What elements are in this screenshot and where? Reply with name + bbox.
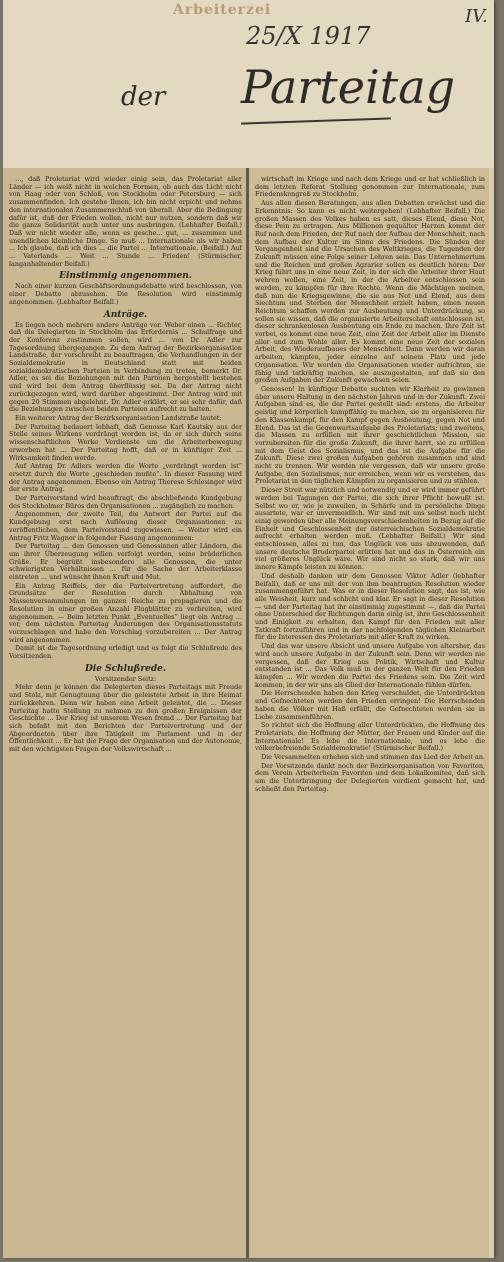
paragraph: Auf Antrag Dr. Adlers werden die Worte „verdrängt worden ist“ ersetzt durch die Worte „geschieden mußte“. In dieser Fassung wird der Antrag angenommen. Ebenso ein Antrag Therese Schlesinger wird der erste Antrag.	[9, 462, 242, 494]
title-underline	[241, 117, 391, 124]
paragraph: Und deshalb danken wir dem Genossen Viktor Adler (lebhafter Beifall), daß er uns mit der von ihm beantragten Resolution wieder zusammengeführt hat. Was er in dieser Resolution sagt, das ist, wie alle Weisheit, kurz und schlicht und klar. Er sagt in dieser Resolution — und der Parteitag hat ihr einstimmig zugestimmt —, daß die Partei ohne Unterschied der Richtungen darin einig ist, ihre Geschlossenheit und Einigkeit zu erhalten, den Kampf für den Frieden mit aller Tatkraft fortzuführen und in der nachfolgenden täglichen Kleinarbeit für die Interessen des Proletariats mit aller Kraft zu wirken.	[255, 571, 485, 642]
archive-header	[3, 0, 494, 168]
paragraph: Mehr denn je können die Delegierten dieses Parteitags mit Freude und Stolz, mit Genugtuung über die geleistete Arbeit in ihre Heimat zurückkehren. Denn wir haben eine Arbeit geleistet, die ... Dieser Parteitag hatte Stellung zu nehmen zu den großen Ereignissen der Geschichte ... Der Krieg ist unserem Wesen fremd ... Der Parteitag hat sich befaßt mit den Berichten der Parteivertretung und der Abgeordneten über ihre Tätigkeit im Parlament und in der Öffentlichkeit ... Er hat die Frage der Organisation und der Autonomie, mit den wichtigsten Fragen der Volkswirtschaft ...	[9, 683, 242, 754]
clipping-sheet	[3, 0, 494, 1258]
handwritten-title: Parteitag	[241, 60, 456, 114]
paragraph: Der Parteitag bedauert lebhaft, daß Genosse Karl Kautsky aus der Stelle seines Wirkens verdrängt worden ist, da er sich durch seine wissenschaftlichen Werke Verdienste um die Arbeiterbewegung erworben hat ... Der Parteitag hofft, daß er in künftiger Zeit ... Wirksamkeit finden werde.	[9, 422, 242, 462]
section-heading: Die Schlußrede.	[84, 663, 167, 674]
left-column-text	[9, 176, 242, 1252]
paragraph: Die Herrschenden haben den Krieg verschuldet, die Unterdrückten und Gefnechteten werden den Frieden erringen! Die Herrschenden haben die Völker mit Haß erfüllt, die Gefnechteten werden sie in Liebe zusammenführen.	[255, 689, 485, 721]
handwritten-article: der	[121, 82, 166, 112]
paragraph: Nach einer kurzen Geschäftsordnungsdebatte wird beschlossen, von einer Debatte abzusehen. Die Resolution wird einstimmig angenommen. (Lebhafter Beifall.)	[9, 282, 242, 306]
paragraph: …, daß Proletariat wird wieder einig sein, das Proletariat aller Länder — ich weiß nicht in welchen Formen, ob auch das Licht nicht von Haag oder von Schloß, von Stockholm oder Petersburg — sich zusammenfinden. Ich gestehe Ihnen, ich bin nicht erpicht und nehme den internationalen Zusammenschluß von überall. Aber die Bedingung dafür ist, daß der Frieden wollen, nicht nur nutzen, sondern daß wir die ganze Solidarität auch unter uns ausbringen. (Lebhafter Beifall.) Daß wir nicht wieder alle, wenn es gesche... gut, ... zusammen und unendlichen kleinliche Dinge. So muß ... Internationale als wir haben ... Ich glaube, daß ich dies ... die Partei ... Internationale. (Beifall.) Auf ... Vaterlands ... Weit ... Stunde ... Frieden! (Stürmischer, langanhaltender Beifall.)	[9, 176, 242, 268]
paragraph: Dieser Streit war nützlich und notwendig und er wird immer geführt werden bei Tagungen der Partei, die sich ihrer Pflicht bewußt ist. Selbst wo er, wie je zuweilen, in Schärfe und in persönliche Dinge ausartete, war er unvermeidlich. Wir sind mit uns selbst noch nicht einig geworden über alle Meinungsverschiedenheiten in Bezug auf die Einheit und Geschlossenheit der österreichischen Sozialdemokratie aufrecht erhalten werden muß. (Lebhafter Beifall.) Wir sind entschlossen, alles zu tun, das Unglück von uns abzuwenden, daß unsere deutsche Bruderpartei erlitten hat und das in Österreich ein viel größeres Unglück wäre. Wir sind nicht so stark, daß wir uns innere Kämpfe leisten zu können.	[255, 486, 485, 572]
handwritten-date: 25/X 1917	[246, 22, 371, 50]
handwritten-corner-mark: IV.	[465, 6, 488, 27]
section-heading: Anträge.	[103, 309, 148, 320]
paragraph: Aus allen diesen Beratungen, aus allen Debatten erwächst und die Erkenntnis: So kann es nicht weitergehen! (Lebhafter Beifall.) Die großen Massen des Volkes haben es satt, dieses Elend, diese Not, diese Pein zu ertragen. Aus Millionen gequälter Herzen kommt der Ruf nach dem Frieden, der Ruf nach der Aufbau der Menschheit, nach dem Aufbau der Kultur im Sinne des Friedens. Die Sünden der Vergangenheit sind die Ursachen des Weltkrieges, die Tugenden der Zukunft müssen eine Folge seiner Lehren sein. Das Unternehmertum und die Reichen und großen Agrarier sollen es deutlich hören: Der Krieg führt uns in eine neue Zeit, in der sich die Arbeiter ihrer Haut wehren wollen, eine Zeit, in der die Arbeiter entschlossen sein werden, zu kämpfen für ihre Rechte. Wenn die Mächtigen meinen, daß nun die Kriegsgewinne, die sie aus Not und Elend, aus dem Siechtum und Sterben der Menschheit erzielt haben, einen neuen Reichtum schaffen werden zur Ausbeutung und Unterdrückung, so sollen sie wissen, daß die organisierte Arbeiterschaft entschlossen ist, dieser schrankenlosen Ausbeutung ein Ende zu machen. Ihre Zeit ist vorbei, es kommt eine neue Zeit, eine Zeit der Arbeit aller im Dienste aller und zum Wohle aller. Es kommt eine neue Zeit der sozialen Arbeit, des Wiederaufbaues der Menschheit. Dann werden wir daran arbeiten, kämpfen, jeder einzelne auf seinem Platz und jede Organisation. Wir werden die Organisationen wieder aufrichten, sie fähig und tatkräftig machen, sie auszugestalten, auf daß sie den großen Aufgaben der Zukunft gewachsen seien.	[255, 199, 485, 385]
paragraph: Der Vorsitzende dankt noch der Bezirksorganisation von Favoriten, dem Verein Arbeiterheim Favoriten und dem Lokalkomitee, daß sich um die Unterbringung der Delegierten verdient gemacht hat, und schließt den Parteitag.	[255, 761, 485, 793]
paragraph: So richtet sich die Hoffnung aller Unterdrückten, die Hoffnung des Proletariats, die Hoffnung der Mütter, der Frauen und Kinder auf die Internationale! Es lebe die Internationale, und es lebe die völkerbefreiende Sozialdemokratie! (Stürmischer Beifall.)	[255, 721, 485, 753]
newspaper-clipping-right	[249, 168, 489, 1258]
paragraph: wirtschaft im Kriege und nach dem Kriege und er hat schließlich in dem letzten Referat Stellung genommen zur Internationale, zum Friedenskongreß zu Stockholm.	[255, 176, 485, 199]
speaker-line: Vorsitzender Seitz:	[94, 674, 157, 683]
section-heading: Einstimmig angenommen.	[59, 271, 192, 282]
paragraph: Ein weiterer Antrag der Bezirksorganisation Landstraße lautet:	[15, 413, 222, 422]
paragraph: Es liegen noch mehrere andere Anträge vor. Weber einen ... Richter, daß die Delegierten in Stockholm das Erfordernis ... Schulfrage und der Konferenz zustimmen sollen, wird ... von Dr. Adler zur Tagesordnung übergegangen. Zu dem Antrag der Bezirksorganisation Landstraße, der vorschreibt zu beauftragen, die Verhandlungen in der Sozialdemokratie in Deutschland statt mit beiden sozialdemokratischen Parteien in Verbindung zu treten, bemerkt Dr. Adler, es sei die Beziehungen mit den Parteien hergestellt bestehen und wird bei dem Antrag überflüssig sei. Da der Antrag nicht zurückgezogen wird, wird darüber abgestimmt. Der Antrag wird mit gegen 20 Stimmen abgelehnt. Dr. Adler erklärt, er sei sehr dafür, daß die Beziehungen zwischen beiden Parteien aufrecht zu halten.	[9, 320, 242, 414]
paragraph: Der Parteitag ... den Genossen und Genossinnen aller Ländern, die um ihrer Überzeugung willen verfolgt werden, seine brüderlichen Grüße. Er begrüßt insbesondere alle Genossen, die unter schwierigsten Verhältnissen ... für die Sache der Arbeiterklasse eintreten ... und wünscht ihnen Kraft und Mut.	[9, 542, 242, 582]
archive-stamp: Arbeiterzei	[173, 2, 272, 18]
paragraph: Ein Antrag Reiffels, der die Parteivertretung auffordert, die Grundsätze der Resolution durch Abhaltung von Massenversammlungen im ganzen Reiche zu propagieren und die Resolution in einer großen Anzahl Flugblätter zu verbreiten, wird angenommen. — Beim letzten Punkt „Eventuelles“ liegt ein Antrag ... vor, dem nächsten Parteitag Änderungen des Organisationsstatuts vorzuschlagen und habe den Vorschlag vorzubereiten ... Der Antrag wird angenommen.	[9, 581, 242, 644]
paragraph: Angenommen, der zweite Teil, die Antwort der Partei auf die Kundgebung erst nach Auflösung dieser Organisationen zu veröffentlichen, dem Parteivorstand zugewiesen. — Weiter wird ein Antrag Fritz Wagner in folgender Fassung angenommen:	[9, 510, 242, 542]
paragraph: Damit ist die Tagesordnung erledigt und es folgt die Schlußrede des Vorsitzenden.	[9, 644, 242, 661]
paragraph: Der Parteivorstand wird beauftragt, die abschließende Kundgebung des Stockholmer Büros den Organisationen ... zugänglich zu machen.	[9, 494, 242, 510]
newspaper-clipping-left	[3, 168, 246, 1258]
right-column-text	[255, 176, 485, 1252]
paragraph: Die Versammelten erheben sich und stimmen das Lied der Arbeit an.	[261, 753, 485, 762]
paragraph: Genossen! In künftiger Debatte suchten wir Klarheit zu gewinnen über unsere Haltung in den nächsten Jahren und in der Zukunft. Zwei Aufgaben sind es, die der Partei gestellt sind: erstens, die Arbeiter geistig und körperlich kampffähig zu machen, sie zu organisieren für den Klassenkampf, für den Kampf gegen Ausbeutung, gegen Not und Elend. Das ist die Gegenwartsaufgabe des Proletariats; und zweitens, die Massen zu erfüllen mit ihrer geschichtlichen Mission, sie vorzubereiten für die große Zukunft, die ihrer harrt, sie zu erfüllen mit dem Geist des Sozialismus, und das ist die Aufgabe für die Zukunft. Diese zwei großen Aufgaben gehören zusammen und sind nicht zu trennen. Wir werden nie vergessen, daß wir unsere große Aufgabe, den Sozialismus, nur erreichen, wenn wir es verstehen, das Proletariat in den täglichen Kämpfen zu organisieren und zu stählen.	[255, 384, 485, 486]
paragraph: Und das war unsere Absicht und unsere Aufgabe von altersher, das wird auch unsere Aufgabe in der Zukunft sein. Denn wir werden nie vergessen, daß der Krieg aus Politik, Wirtschaft und Kultur entstanden ist ... Das Volk muß in der ganzen Welt für den Frieden kämpfen ... Wir werden die Partei des Friedens sein. Die Zeit wird kommen, in der wir uns als Glied der Internationale fühlen dürfen.	[255, 642, 485, 689]
